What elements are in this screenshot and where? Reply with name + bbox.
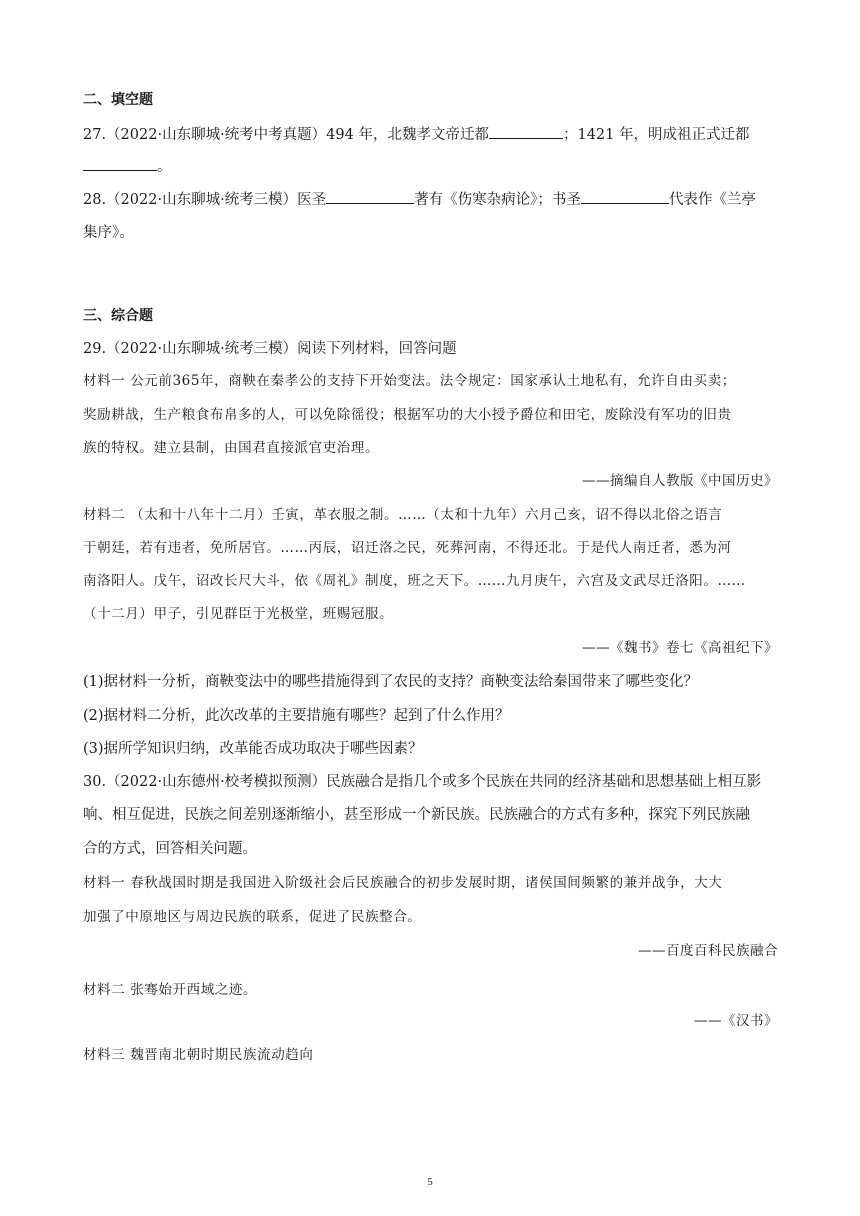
question-28-line1: [83, 189, 756, 211]
q28-blank-1[interactable]: [326, 189, 414, 204]
q29-material1-line1: 材料一 公元前365年，商鞅在秦孝公的支持下开始变法。法令规定：国家承认土地私有，允许自由买卖；: [83, 373, 736, 389]
q29-subquestion-3: (3)据所学知识归纳，改革能否成功取决于哪些因素？: [83, 741, 423, 757]
question-30-stem-line3: 合的方式，回答相关问题。: [83, 841, 257, 857]
page-number: 5: [427, 1176, 433, 1188]
section-heading-comprehensive: 三、综合题: [83, 308, 153, 324]
question-28-line2: 集序》。: [83, 225, 134, 241]
q27-blank-1[interactable]: [489, 124, 563, 139]
q30-material2-source: ——《汉书》: [694, 1013, 778, 1029]
q28-text-a: 28.（2022·山东聊城·统考三模）医圣: [83, 192, 327, 208]
q30-material1-line2: 加强了中原地区与周边民族的联系，促进了民族整合。: [83, 909, 422, 925]
q29-subquestion-2: (2)据材料二分析，此次改革的主要措施有哪些？起到了什么作用？: [83, 708, 510, 724]
question-30-stem-line1: 30.（2022·山东德州·校考模拟预测）民族融合是指几个或多个民族在共同的经济基础和思想基础上相互影: [83, 774, 762, 790]
question-27-line2: [83, 156, 172, 178]
question-30-stem-line2: 响、相互促进，民族之间差别逐渐缩小，甚至形成一个新民族。民族融合的方式有多种，探究下列民族融: [83, 807, 750, 823]
q29-material2-line2: 于朝廷，若有违者，免所居官。……丙辰，诏迁洛之民，死葬河南，不得还北。于是代人南迁者，悉为河: [83, 540, 732, 556]
q30-material1-line1: 材料一 春秋战国时期是我国进入阶级社会后民族融合的初步发展时期，诸侯国间频繁的兼并战争，大大: [83, 875, 723, 891]
q28-text-c: 代表作《兰亭: [668, 192, 756, 208]
q30-material1-source: ——百度百科民族融合: [638, 943, 778, 959]
section-heading-fill-blank: 二、填空题: [83, 92, 153, 108]
q28-text-b: 著有《伤寒杂病论》；书圣: [414, 192, 581, 208]
question-27-line1: [83, 124, 749, 146]
q29-subquestion-1: (1)据材料一分析，商鞅变法中的哪些措施得到了农民的支持？商鞅变法给秦国带来了哪些变化？: [83, 674, 699, 690]
question-29-stem: 29.（2022·山东聊城·统考三模）阅读下列材料，回答问题: [83, 341, 457, 357]
q27-blank-2[interactable]: [83, 156, 157, 171]
q27-text-a: 27.（2022·山东聊城·统考中考真题）494 年，北魏孝文帝迁都: [83, 127, 489, 143]
q29-material1-line3: 族的特权。建立县制，由国君直接派官吏治理。: [83, 440, 380, 456]
q29-material2-line4: （十二月）甲子，引见群臣于光极堂，班赐冠服。: [83, 606, 394, 622]
q29-material1-line2: 奖励耕战，生产粮食布帛多的人，可以免除徭役；根据军功的大小授予爵位和田宅，废除没有军功的旧贵: [83, 407, 732, 423]
q30-material2: 材料二 张骞始开西域之迹。: [83, 982, 258, 998]
q29-material2-source: ——《魏书》卷七《高祖纪下》: [582, 640, 778, 656]
q30-material3: 材料三 魏晋南北朝时期民族流动趋向: [83, 1047, 314, 1063]
q28-blank-2[interactable]: [581, 189, 669, 204]
q27-text-b: ；1421 年，明成祖正式迁都: [562, 127, 750, 143]
q27-text-c: 。: [157, 159, 172, 175]
q29-material2-line3: 南洛阳人。戊午，诏改长尺大斗，依《周礼》制度，班之天下。……九月庚午，六宫及文武尽迁洛阳。……: [83, 573, 746, 589]
q29-material2-line1: 材料二 （太和十八年十二月）壬寅，革衣服之制。……（太和十九年）六月己亥，诏不得以北俗之语言: [83, 507, 723, 523]
q29-material1-source: ——摘编自人教版《中国历史》: [582, 473, 778, 489]
